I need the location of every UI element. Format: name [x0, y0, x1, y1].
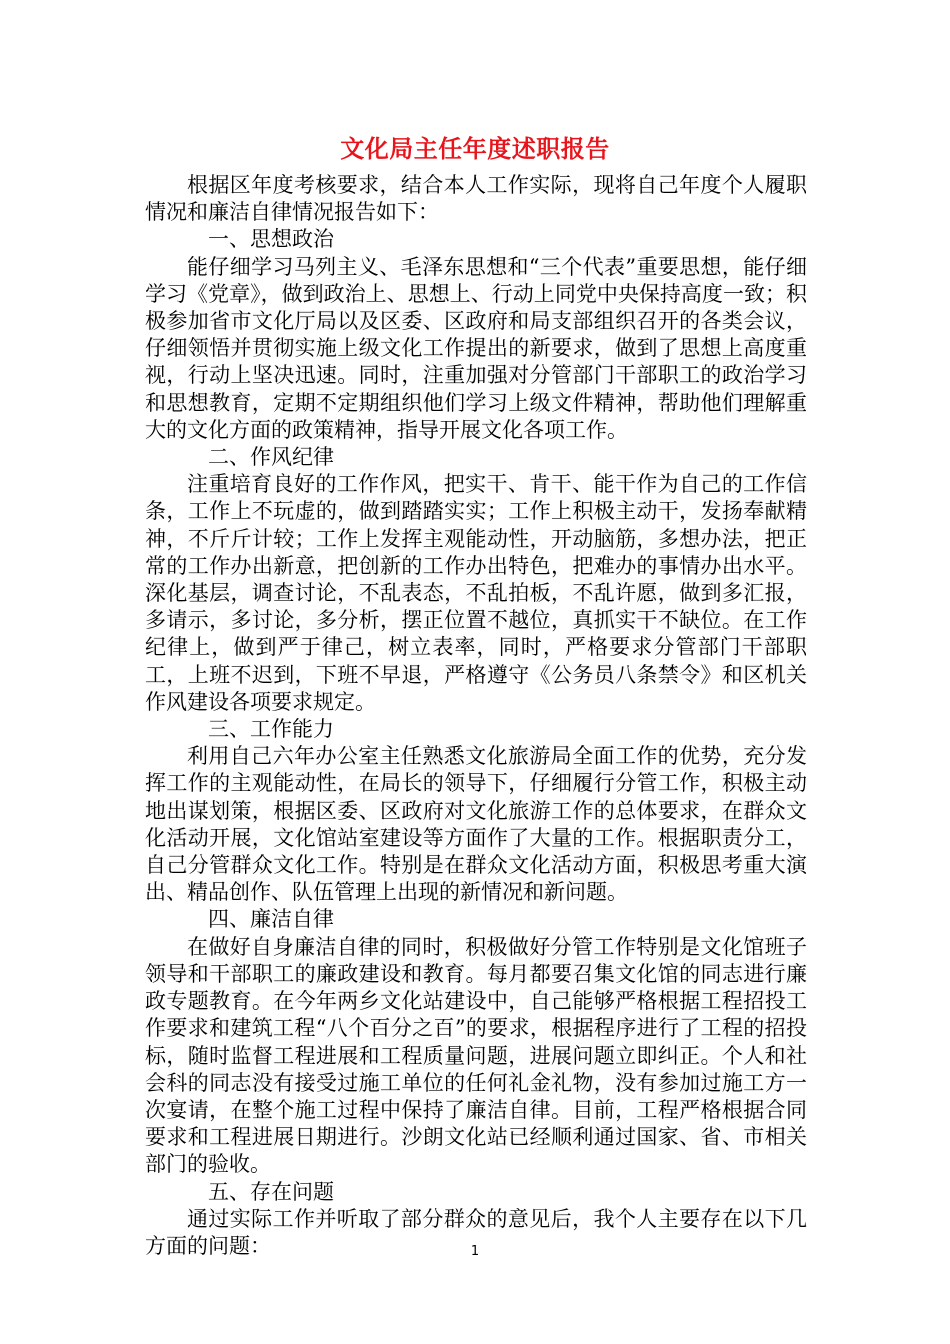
page-number: 1: [470, 1244, 480, 1259]
intro-paragraph: 根据区年度考核要求，结合本人工作实际，现将自己年度个人履职情况和廉洁自律情况报告如下：: [145, 173, 807, 225]
section-text-ability: 利用自己六年办公室主任熟悉文化旅游局全面工作的优势，充分发挥工作的主观能动性，在局长的领导下，仔细履行分管工作，积极主动地出谋划策，根据区委、区政府对文化旅游工作的总体要求，在群众文化活动开展，文化馆站室建设等方面作了大量的工作。根据职责分工，自己分管群众文化工作。特别是在群众文化活动方面，积极思考重大演出、精品创作、队伍管理上出现的新情况和新问题。: [145, 744, 807, 905]
section-heading-problems: 五、存在问题: [208, 1179, 334, 1204]
section-heading-politics: 一、思想政治: [208, 227, 334, 252]
section-heading-ability: 三、工作能力: [208, 717, 334, 742]
document-body: [145, 172, 807, 1260]
section-text-politics: 能仔细学习马列主义、毛泽东思想和“三个代表”重要思想，能仔细学习《党章》，做到政治上、思想上、行动上同党中央保持高度一致；积极参加省市文化厅局以及区委、区政府和局支部组织召开的各类会议，仔细领悟并贯彻实施上级文化工作提出的新要求，做到了思想上高度重视，行动上坚决迅速。同时，注重加强对分管部门干部职工的政治学习和思想教育，定期不定期组织他们学习上级文件精神，帮助他们理解重大的文化方面的政策精神，指导开展文化各项工作。: [145, 254, 807, 442]
document-title: 文化局主任年度述职报告: [340, 135, 610, 163]
section-text-problems: 通过实际工作并听取了部分群众的意见后，我个人主要存在以下几方面的问题：: [145, 1206, 807, 1258]
section-text-integrity: 在做好自身廉洁自律的同时，积极做好分管工作特别是文化馆班子领导和干部职工的廉政建设和教育。每月都要召集文化馆的同志进行廉政专题教育。在今年两乡文化站建设中，自己能够严格根据工程招投工作要求和建筑工程“八个百分之百”的要求，根据程序进行了工程的招投标，随时监督工程进展和工程质量问题，进展问题立即纠正。个人和社会科的同志没有接受过施工单位的任何礼金礼物，没有参加过施工方一次宴请，在整个施工过程中保持了廉洁自律。目前，工程严格根据合同要求和工程进展日期进行。沙朗文化站已经顺利通过国家、省、市相关部门的验收。: [145, 934, 807, 1177]
section-heading-discipline: 二、作风纪律: [208, 445, 334, 470]
section-heading-integrity: 四、廉洁自律: [208, 907, 334, 932]
section-text-discipline: 注重培育良好的工作作风，把实干、肯干、能干作为自己的工作信条，工作上不玩虚的，做到踏踏实实；工作上积极主动干，发扬奉献精神，不斤斤计较；工作上发挥主观能动性，开动脑筋，多想办法，把正常的工作办出新意，把创新的工作办出特色，把难办的事情办出水平。深化基层，调查讨论，不乱表态，不乱拍板，不乱许愿，做到多汇报，多请示，多讨论，多分析，摆正位置不越位，真抓实干不缺位。在工作纪律上，做到严于律己，树立表率，同时，严格要求分管部门干部职工，上班不迟到，下班不早退，严格遵守《公务员八条禁令》和区机关作风建设各项要求规定。: [145, 472, 807, 714]
